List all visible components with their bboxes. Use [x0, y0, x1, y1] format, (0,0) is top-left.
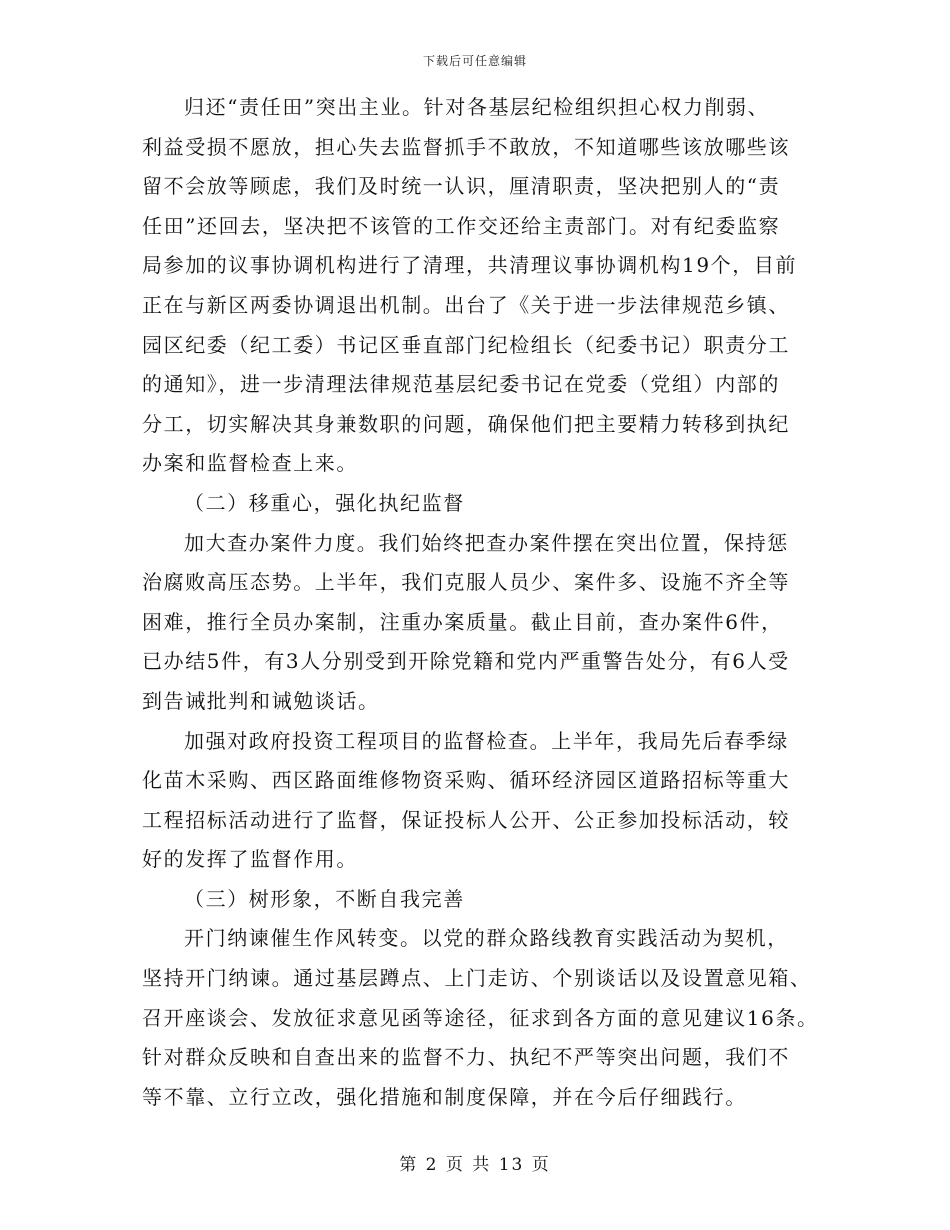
paragraph-line: 化苗木采购、西区路面维修物资采购、循环经济园区道路招标等重大: [142, 768, 790, 793]
paragraph-line: 到告诫批判和诫勉谈话。: [142, 688, 380, 713]
paragraph-line: 留不会放等顾虑，我们及时统一认识，厘清职责，坚决把别人的“责: [142, 174, 781, 199]
paragraph-line: 好的发挥了监督作用。: [142, 847, 358, 872]
page-number-footer: 第 2 页 共 13 页: [399, 1155, 551, 1175]
paragraph-line: 正在与新区两委协调退出机制。出台了《关于进一步法律规范乡镇、: [142, 292, 790, 317]
paragraph-line: 治腐败高压态势。上半年，我们克服人员少、案件多、设施不齐全等: [142, 570, 790, 595]
document-body: [142, 88, 832, 1117]
paragraph-line: 开门纳谏催生作风转变。以党的群众路线教育实践活动为契机，: [184, 926, 789, 951]
paragraph-line: 工程招标活动进行了监督，保证投标人公开、公正参加投标活动，较: [142, 807, 790, 832]
paragraph-line: 分工，切实解决其身兼数职的问题，确保他们把主要精力转移到执纪: [142, 411, 790, 436]
paragraph-line: 的通知》，进一步清理法律规范基层纪委书记在党委（党组）内部的: [142, 372, 780, 397]
section-heading: （三）树形象，不断自我完善: [184, 886, 465, 911]
paragraph-line: 加大查办案件力度。我们始终把查办案件摆在突出位置，保持惩: [184, 530, 789, 555]
paragraph-line: 坚持开门纳谏。通过基层蹲点、上门走访、个别谈话以及设置意见箱、: [142, 966, 812, 991]
paragraph-line: 园区纪委（纪工委）书记区垂直部门纪检组长（纪委书记）职责分工: [142, 332, 790, 357]
paragraph-line: 针对群众反映和自查出来的监督不力、执纪不严等突出问题，我们不: [142, 1045, 790, 1070]
paragraph-line: 归还“责任田”突出主业。针对各基层纪检组织担心权力削弱、: [184, 95, 770, 119]
section-heading: （二）移重心，强化执纪监督: [184, 490, 465, 515]
paragraph-line: 加强对政府投资工程项目的监督检查。上半年，我局先后春季绿: [184, 728, 789, 753]
page-header: 下载后可任意编辑: [422, 54, 527, 68]
paragraph-line: 办案和监督检查上来。: [142, 451, 358, 476]
paragraph-line: 已办结5件，有3人分别受到开除党籍和党内严重警告处分，有6人受: [142, 649, 790, 674]
paragraph-line: 等不靠、立行立改，强化措施和制度保障，并在今后仔细践行。: [142, 1084, 747, 1109]
paragraph-line: 召开座谈会、发放征求意见函等途径，征求到各方面的意见建议16条。: [142, 1005, 819, 1030]
paragraph-line: 任田”还回去，坚决把不该管的工作交还给主责部门。对有纪委监察: [142, 213, 781, 238]
paragraph-line: 困难，推行全员办案制，注重办案质量。截止目前，查办案件6件，: [142, 609, 783, 634]
paragraph-line: 利益受损不愿放，担心失去监督抓手不敢放，不知道哪些该放哪些该: [142, 134, 790, 159]
paragraph-line: 局参加的议事协调机构进行了清理，共清理议事协调机构19个，目前: [142, 253, 798, 278]
